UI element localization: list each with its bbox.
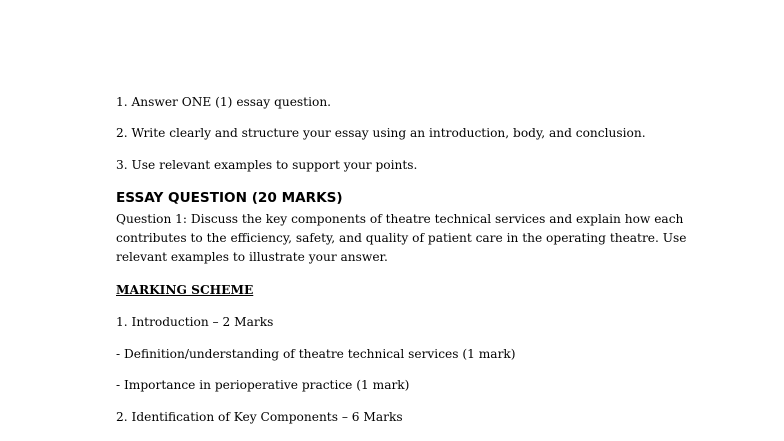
marking-item-4: 2. Identification of Key Components – 6 Marks (116, 410, 403, 424)
marking-scheme-title: MARKING SCHEME (116, 283, 254, 297)
essay-question-heading: ESSAY QUESTION (20 MARKS) (116, 190, 343, 206)
question-line-1: Question 1: Discuss the key components of theatre technical services and explain how each (116, 212, 684, 226)
instruction-2: 2. Write clearly and structure your essay using an introduction, body, and conclusion. (116, 126, 646, 140)
instruction-3: 3. Use relevant examples to support your points. (116, 158, 418, 172)
question-line-2: contributes to the efficiency, safety, and quality of patient care in the operating theatre. Use (116, 231, 687, 245)
instruction-1: 1. Answer ONE (1) essay question. (116, 95, 332, 109)
essay-question-text (116, 210, 687, 267)
marking-item-3: - Importance in perioperative practice (1 mark) (116, 378, 410, 392)
marking-item-1: 1. Introduction – 2 Marks (116, 315, 274, 329)
marking-item-2: - Definition/understanding of theatre technical services (1 mark) (116, 347, 516, 361)
question-line-3: relevant examples to illustrate your answer. (116, 250, 388, 264)
